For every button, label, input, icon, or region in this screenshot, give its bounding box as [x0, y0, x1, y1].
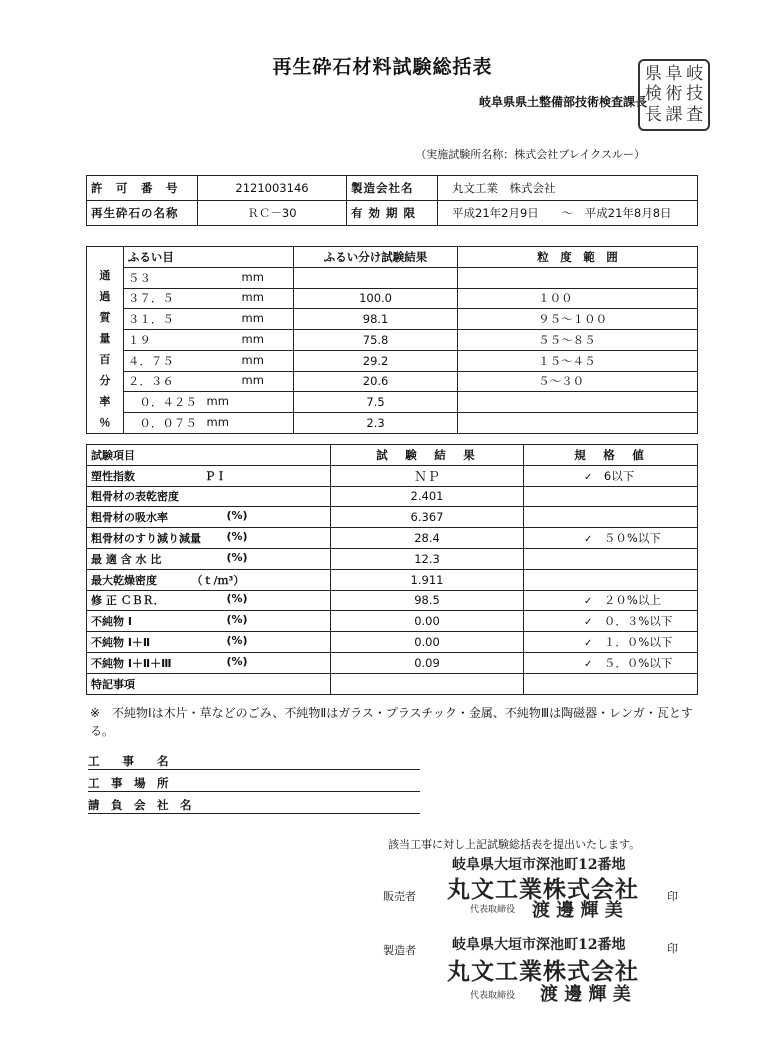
table-row: 特記事項	[87, 673, 698, 694]
period-value: 平成21年2月9日 ～ 平成21年8月8日	[438, 201, 698, 226]
test-item-header: 試験項目	[87, 445, 331, 466]
seller-seal-mark: 印	[667, 890, 678, 903]
contractor-field: 請 負 会 社 名	[88, 797, 420, 814]
sieve-result-header: ふるい分け試験結果	[294, 247, 458, 268]
seller-address: 岐阜県大垣市深池町12番地	[452, 857, 626, 873]
seller-company: 丸文工業株式会社	[447, 876, 639, 903]
product-name-label: 再生砕石の名称	[87, 201, 198, 226]
table-row: ０．４２５ mm 7.5	[87, 392, 698, 413]
table-row: 不純物 Ⅰ＋Ⅱ (%) 0.00 ✓ １．０%以下	[87, 632, 698, 653]
table-row: 最大乾燥密度 （ｔ/ｍ³） 1.911	[87, 569, 698, 590]
info-table	[86, 175, 698, 226]
table-row: ２．３６ mm 20.6 ５～３０	[87, 371, 698, 392]
seller-role: 販売者	[383, 890, 416, 903]
manufacturer-rep-title: 代表取締役	[470, 991, 516, 1001]
manufacturer-role: 製造者	[383, 944, 416, 957]
maker-value: 丸文工業 株式会社	[438, 176, 698, 201]
grading-range-header: 粒 度 範 囲	[458, 247, 698, 268]
work-name-field: 工 事 名	[88, 753, 420, 770]
table-row: 最 適 含 水 比 (%) 12.3	[87, 548, 698, 569]
document-title: 再生砕石材料試験総括表	[272, 56, 493, 78]
table-row: 粗骨材のすり減り減量 (%) 28.4 ✓ ５０%以下	[87, 528, 698, 549]
table-row: １９ mm 75.8 ５５～８５	[87, 330, 698, 351]
spec-header: 規 格 値	[524, 445, 698, 466]
seller-rep-name: 渡 邊 輝 美	[532, 900, 623, 921]
table-row: 不純物 Ⅰ＋Ⅱ＋Ⅲ (%) 0.09 ✓ ５．０%以下	[87, 652, 698, 673]
passing-percent-label: 通 過 質 量 百 分 率 ％	[87, 247, 124, 434]
manufacturer-seal-mark: 印	[667, 942, 678, 955]
manufacturer-address: 岐阜県大垣市深池町12番地	[452, 937, 626, 953]
table-row: ５３ mm	[87, 267, 698, 288]
seller-rep-title: 代表取締役	[470, 905, 516, 915]
product-name-value: ＲＣ－30	[198, 201, 347, 226]
period-label: 有 効 期 限	[347, 201, 438, 226]
maker-label: 製造会社名	[347, 176, 438, 201]
permit-value: 2121003146	[198, 176, 347, 201]
test-facility: （実施試験所名称：株式会社ブレイクスルー）	[415, 148, 645, 161]
table-row: ３７．５ mm 100.0 １００	[87, 288, 698, 309]
manufacturer-company: 丸文工業株式会社	[447, 958, 639, 985]
table-row: 粗骨材の表乾密度 2.401	[87, 486, 698, 507]
table-row: 不純物 Ⅰ (%) 0.00 ✓ ０．３%以下	[87, 611, 698, 632]
table-row: 粗骨材の吸水率 (%) 6.367	[87, 507, 698, 528]
submission-statement: 該当工事に対し上記試験総括表を提出いたします。	[388, 838, 641, 851]
table-row: ０．０７５ mm 2.3	[87, 413, 698, 434]
issuer: 岐阜県県土整備部技術検査課長	[478, 95, 647, 109]
sieve-table	[86, 246, 698, 434]
manufacturer-rep-name: 渡 邊 輝 美	[540, 984, 631, 1005]
table-row: ３１．５ mm 98.1 ９５～１００	[87, 309, 698, 330]
test-result-header: 試 験 結 果	[331, 445, 524, 466]
table-row: 修 正 ＣＢＲ． (%) 98.5 ✓ ２０%以上	[87, 590, 698, 611]
sieve-size-header: ふるい目	[123, 247, 293, 268]
permit-label: 許 可 番 号	[87, 176, 198, 201]
official-stamp: 県 阜 岐 検 術 技 長 課 査	[638, 59, 710, 131]
work-place-field: 工 事 場 所	[88, 775, 420, 792]
footnote: ※ 不純物Ⅰは木片・草などのごみ、不純物Ⅱはガラス・プラスチック・金属、不純物Ⅲは陶磁器・レンガ・瓦とする。	[90, 706, 693, 738]
tests-table	[86, 444, 698, 695]
table-row: 塑性指数 ＰＩ ＮＰ ✓ 6以下	[87, 465, 698, 486]
table-row: ４．７５ mm 29.2 １５～４５	[87, 350, 698, 371]
